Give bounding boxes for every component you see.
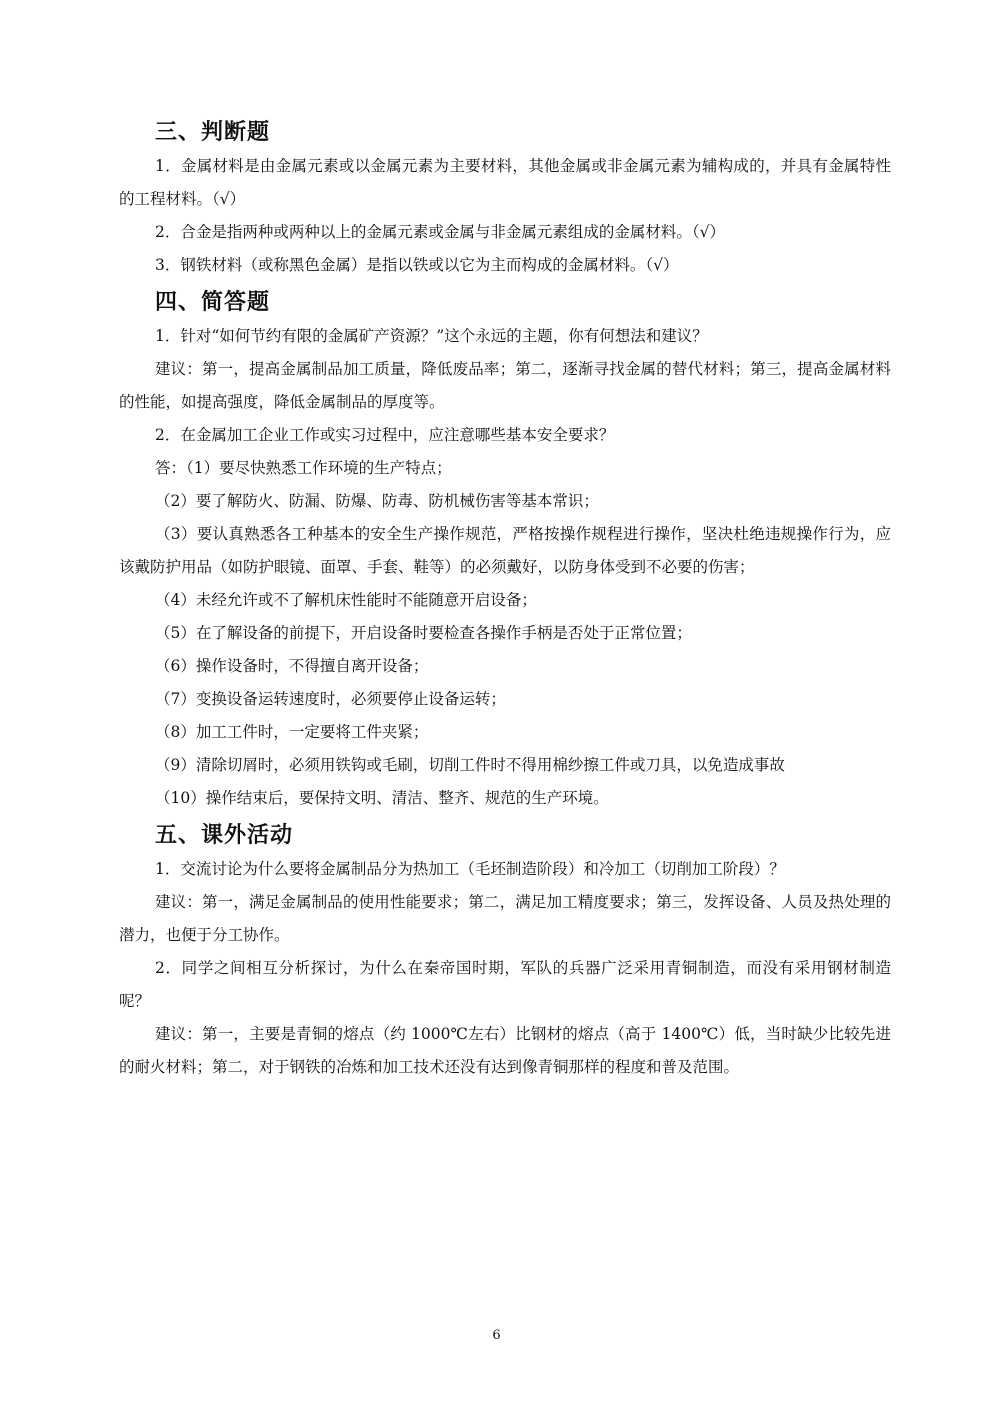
judgment-item-3: 3．钢铁材料（或称黑色金属）是指以铁或以它为主而构成的金属材料。（√） xyxy=(155,256,679,274)
activity-answer-1: 建议：第一，满足金属制品的使用性能要求；第二，满足加工精度要求；第三，发挥设备、人员及热处理的潜力，也便于分工协作。 xyxy=(119,893,891,944)
safety-item-2: （2）要了解防火、防漏、防爆、防毒、防机械伤害等基本常识； xyxy=(155,492,599,510)
section-title-short-answer: 四、简答题 xyxy=(155,290,271,315)
safety-item-6: （6）操作设备时，不得擅自离开设备； xyxy=(155,657,429,675)
safety-item-9: （9）清除切屑时，必须用铁钩或毛刷，切削工件时不得用棉纱擦工件或刀具，以免造成事故 xyxy=(155,756,785,774)
safety-item-5: （5）在了解设备的前提下，开启设备时要检查各操作手柄是否处于正常位置； xyxy=(155,624,692,642)
short-answer-question-2: 2．在金属加工企业工作或实习过程中，应注意哪些基本安全要求？ xyxy=(155,426,615,444)
section-title-activities: 五、课外活动 xyxy=(155,823,294,848)
judgment-item-2: 2．合金是指两种或两种以上的金属元素或金属与非金属元素组成的金属材料。（√） xyxy=(155,223,725,241)
safety-item-4: （4）未经允许或不了解机床性能时不能随意开启设备； xyxy=(155,591,537,609)
short-answer-question-1: 1．针对“如何节约有限的金属矿产资源？”这个永远的主题，你有何想法和建议？ xyxy=(155,327,708,345)
short-answer-answer-1: 建议：第一，提高金属制品加工质量，降低废品率；第二，逐渐寻找金属的替代材料；第三，提高金属材料的性能，如提高强度，降低金属制品的厚度等。 xyxy=(119,360,891,411)
short-answer-answer-2-intro: 答：（1）要尽快熟悉工作环境的生产特点； xyxy=(155,459,452,477)
safety-item-8: （8）加工工件时，一定要将工件夹紧； xyxy=(155,723,429,741)
judgment-item-1: 1．金属材料是由金属元素或以金属元素为主要材料，其他金属或非金属元素为辅构成的，并具有金属特性的工程材料。（√） xyxy=(119,157,891,208)
section-title-judgment: 三、判断题 xyxy=(155,120,271,145)
activity-question-2: 2．同学之间相互分析探讨，为什么在秦帝国时期，军队的兵器广泛采用青铜制造，而没有采用钢材制造呢？ xyxy=(119,959,891,1010)
activity-question-1: 1．交流讨论为什么要将金属制品分为热加工（毛坯制造阶段）和冷加工（切削加工阶段）？ xyxy=(155,860,785,878)
safety-item-7: （7）变换设备运转速度时，必须要停止设备运转； xyxy=(155,690,506,708)
safety-item-10: （10）操作结束后，要保持文明、清洁、整齐、规范的生产环境。 xyxy=(155,789,609,807)
page-number: 6 xyxy=(492,1328,501,1343)
page-content xyxy=(119,112,891,1084)
safety-item-3: （3）要认真熟悉各工种基本的安全生产操作规范，严格按操作规程进行操作，坚决杜绝违规操作行为，应该戴防护用品（如防护眼镜、面罩、手套、鞋等）的必须戴好，以防身体受到不必要的伤害； xyxy=(119,525,891,576)
activity-answer-2: 建议：第一，主要是青铜的熔点（约 1000℃左右）比钢材的熔点（高于 1400℃）低，当时缺少比较先进的耐火材料；第二，对于钢铁的冶炼和加工技术还没有达到像青铜那样的程度和普及范围。 xyxy=(119,1025,891,1076)
